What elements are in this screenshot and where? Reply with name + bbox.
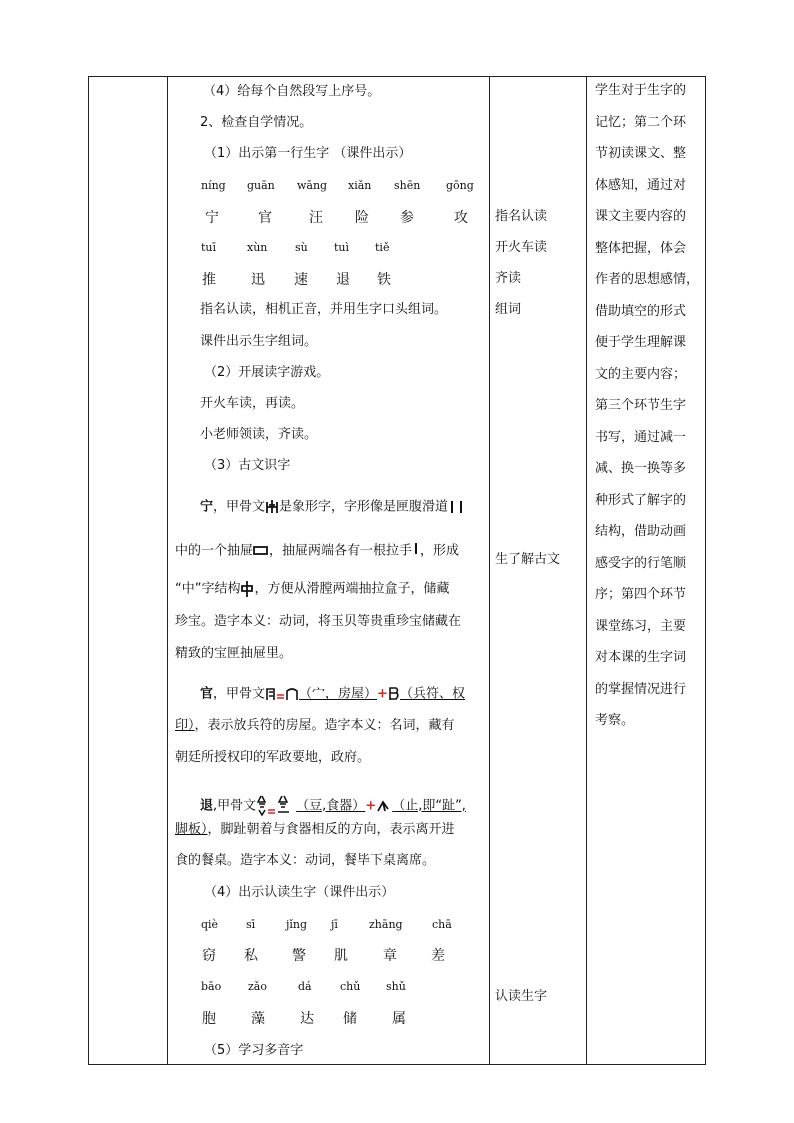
- pinyin: xiǎn: [348, 179, 372, 192]
- method-read-chars: 认读生字: [495, 989, 548, 1004]
- note-line: 借助填空的形式: [595, 303, 687, 319]
- oracle-bone-zhong-icon: [240, 580, 254, 598]
- hanzi: 差: [431, 948, 445, 964]
- step-reading-game: （2）开展读字游戏。: [204, 365, 330, 380]
- pinyin: sī: [246, 918, 256, 931]
- note-line: 减、换一换等多: [595, 461, 687, 476]
- step-show-reading-chars: （4）出示认读生字（课件出示）: [204, 885, 395, 900]
- hanzi: 迅: [251, 272, 265, 288]
- drawer-icon: [253, 545, 269, 557]
- method-ancient-text: 生了解古文: [495, 552, 561, 567]
- note-line: 便于学生理解课: [595, 335, 687, 350]
- column-divider: [489, 77, 490, 1064]
- hanzi: 推: [202, 272, 216, 288]
- hanzi: 险: [355, 210, 369, 226]
- note-line: 体感知，通过对: [595, 177, 687, 193]
- note-line: 课堂练习，主要: [595, 618, 687, 634]
- handle-icon: [412, 542, 420, 560]
- step-little-teacher: 小老师领读，齐读。: [200, 427, 318, 442]
- pinyin: guān: [247, 179, 275, 192]
- pinyin: tuī: [201, 241, 217, 254]
- hanzi: 铁: [377, 272, 391, 288]
- pinyin: gōng: [446, 179, 474, 192]
- hanzi: 胞: [202, 1011, 216, 1027]
- pinyin: chǔ: [340, 980, 361, 993]
- note-line: 的掌握情况进行: [595, 681, 687, 697]
- pinyin: jǐng: [286, 918, 308, 931]
- step-name-reading: 指名认读，相机正音，并用生字口头组词。: [200, 302, 448, 317]
- hanzi: 储: [343, 1011, 357, 1027]
- step-train-reading: 开火车读，再读。: [200, 396, 305, 411]
- focus-char: 宁: [200, 499, 214, 515]
- step-check-selfstudy: 2、检查自学情况。: [200, 115, 313, 130]
- method-item: 齐读: [495, 271, 522, 286]
- hanzi: 参: [400, 210, 414, 226]
- pinyin: jī: [331, 918, 338, 931]
- column-divider: [586, 77, 587, 1064]
- pinyin: xùn: [247, 241, 268, 254]
- step-polyphonic: （5）学习多音字: [204, 1043, 304, 1058]
- note-line: 作者的思想感情，: [595, 272, 700, 287]
- step-ancient-script: （3）古文识字: [204, 458, 291, 473]
- pinyin: qiè: [201, 918, 219, 931]
- pinyin: wāng: [297, 179, 328, 192]
- note-line: 整体把握，体会: [595, 240, 687, 256]
- column-divider: [167, 77, 168, 1064]
- design-intent-column: [595, 75, 703, 737]
- hanzi: 退: [336, 272, 350, 288]
- hanzi: 私: [244, 948, 258, 964]
- note-line: 书写，通过减一: [595, 429, 687, 445]
- focus-char: 退: [200, 798, 214, 814]
- pinyin: sù: [295, 241, 308, 254]
- hanzi: 属: [392, 1011, 406, 1027]
- step-show-first-row: （1）出示第一行生字 （课件出示）: [204, 146, 412, 161]
- pinyin: zǎo: [248, 980, 267, 993]
- oracle-bone-tui-icon: [256, 794, 296, 818]
- hanzi: 窃: [202, 948, 216, 964]
- note-line: 文的主要内容；: [595, 366, 687, 382]
- method-item: 指名认读: [495, 209, 548, 224]
- hanzi: 达: [300, 1011, 314, 1027]
- note-line: 考察。: [595, 713, 635, 728]
- note-line: 结构，借助动画: [595, 524, 687, 539]
- pinyin: tiě: [375, 241, 390, 254]
- oracle-bone-fu-icon: [388, 686, 400, 702]
- pinyin: níng: [201, 179, 226, 192]
- method-item: 组词: [495, 302, 522, 317]
- step-paragraph-numbering: （4）给每个自然段写上序号。: [203, 84, 381, 99]
- note-line: 学生对于生字的: [595, 83, 687, 98]
- note-line: 课文主要内容的: [595, 209, 687, 224]
- note-line: 序；第四个环节: [595, 587, 687, 602]
- pinyin: dá: [298, 980, 312, 993]
- hanzi: 章: [383, 948, 397, 964]
- step-show-words: 课件出示生字组词。: [200, 334, 318, 349]
- pinyin: chā: [432, 918, 452, 931]
- note-line: 记忆；第二个环: [595, 114, 687, 130]
- note-line: 对本课的生字词: [595, 650, 687, 665]
- focus-char: 官: [200, 686, 214, 702]
- pinyin: zhāng: [369, 918, 403, 931]
- slide-rails-icon: [448, 499, 466, 515]
- hanzi: 官: [258, 210, 272, 226]
- note-line: 种形式了解字的: [595, 492, 687, 508]
- hanzi: 汪: [309, 210, 323, 226]
- pinyin: shǔ: [386, 980, 406, 993]
- pinyin: tuì: [334, 241, 350, 254]
- hanzi: 攻: [454, 210, 468, 226]
- note-line: 感受字的行笔顺: [595, 555, 687, 571]
- hanzi: 藻: [251, 1011, 265, 1027]
- pinyin: shēn: [394, 179, 421, 192]
- oracle-bone-guan-icon: [265, 686, 299, 702]
- hanzi: 宁: [205, 210, 219, 226]
- method-item: 开火车读: [495, 240, 548, 255]
- note-line: 节初读课文、整: [595, 146, 687, 161]
- hanzi: 警: [292, 948, 306, 964]
- hanzi: 肌: [334, 948, 348, 964]
- hanzi: 速: [294, 272, 308, 288]
- pinyin: bāo: [201, 980, 222, 993]
- oracle-bone-ning-icon: [265, 499, 279, 515]
- note-line: 第三个环节生字: [595, 398, 687, 413]
- oracle-bone-zhi-icon: [376, 799, 392, 813]
